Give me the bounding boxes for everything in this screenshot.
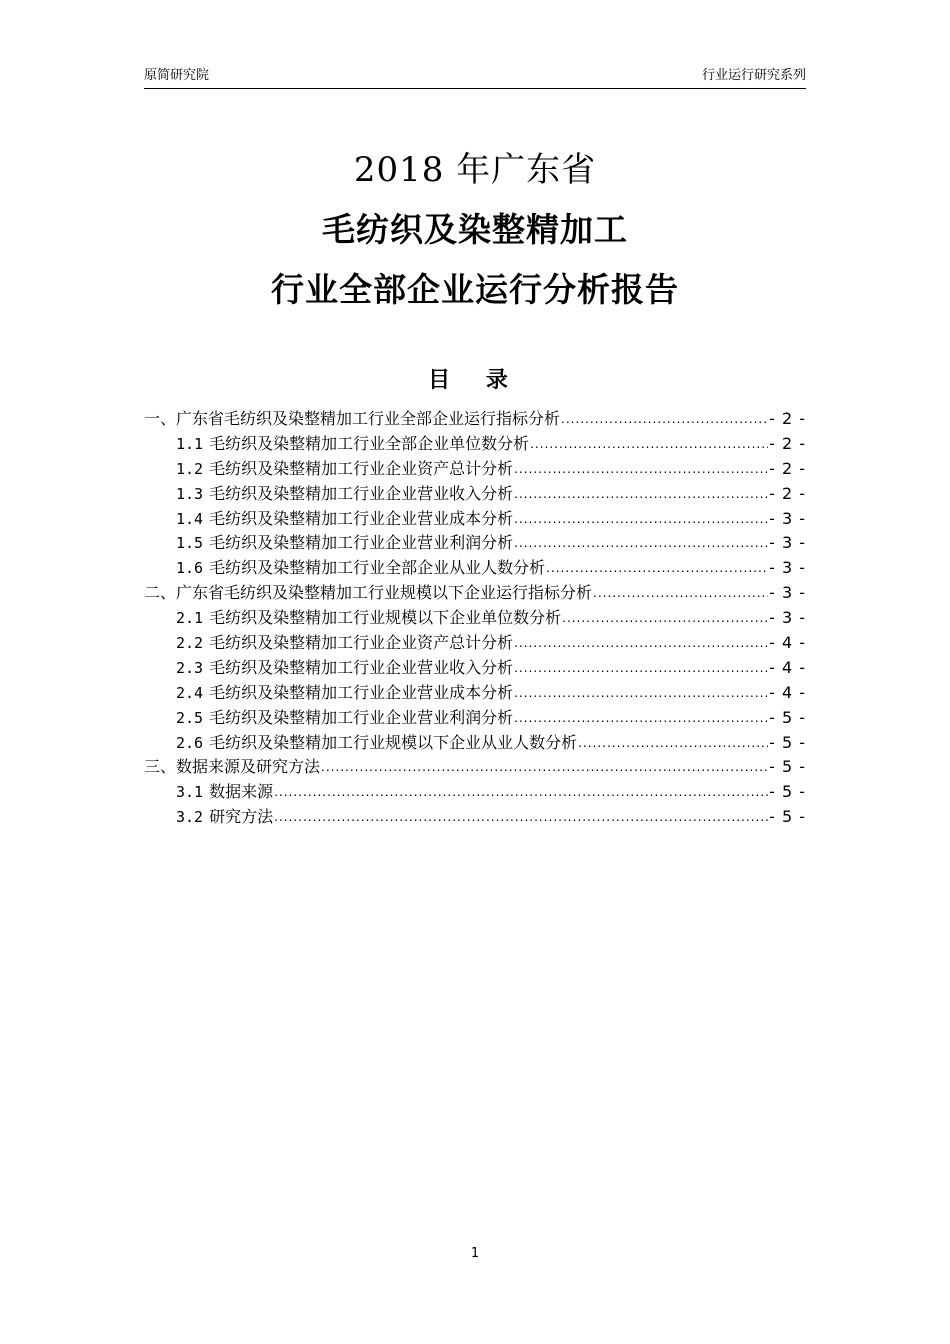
toc-entry-text: 毛纺织及染整精加工行业规模以下企业从业人数分析 — [209, 732, 578, 752]
toc-entry-page: - 4 - — [769, 633, 806, 653]
toc-entry-text: 研究方法 — [209, 807, 274, 827]
toc-entry[interactable] — [144, 755, 806, 780]
toc-entry-title — [176, 706, 513, 731]
toc-entry[interactable] — [144, 531, 806, 556]
toc-entry-page: - 5 - — [769, 707, 806, 727]
toc-entry-page: - 5 - — [769, 757, 806, 777]
toc-entry[interactable] — [144, 681, 806, 706]
toc-entry-text: 毛纺织及染整精加工行业企业营业成本分析 — [209, 682, 514, 702]
toc-entry-title — [144, 581, 592, 606]
toc-dot-leader — [593, 581, 768, 606]
toc-dot-leader — [514, 681, 768, 706]
toc-entry-title — [176, 780, 273, 805]
toc-dot-leader — [321, 755, 768, 780]
toc-dot-leader — [578, 731, 768, 756]
table-of-contents — [144, 407, 806, 830]
toc-dot-leader — [562, 606, 768, 631]
toc-entry-number: 1.2 — [176, 459, 204, 478]
toc-entry-text: 毛纺织及染整精加工行业企业营业收入分析 — [209, 657, 514, 677]
toc-entry-text: 毛纺织及染整精加工行业规模以下企业单位数分析 — [209, 608, 562, 628]
toc-dot-leader — [514, 656, 768, 681]
toc-entry-number: 1.5 — [176, 534, 204, 553]
toc-entry-text: 毛纺织及染整精加工行业企业营业利润分析 — [209, 533, 514, 553]
toc-entry-page: - 2 - — [769, 433, 806, 453]
toc-entry[interactable] — [144, 432, 806, 457]
toc-entry-title — [176, 482, 513, 507]
toc-entry-title — [176, 631, 513, 656]
toc-entry-number: 1.3 — [176, 484, 204, 503]
toc-entry-page: - 5 - — [769, 807, 806, 827]
toc-dot-leader — [561, 407, 768, 432]
header-series: 行业运行研究系列 — [701, 68, 806, 83]
toc-entry-text: 二、广东省毛纺织及染整精加工行业规模以下企业运行指标分析 — [144, 583, 593, 603]
toc-heading: 目 录 — [428, 368, 522, 393]
toc-entry[interactable] — [144, 631, 806, 656]
toc-entry[interactable] — [144, 606, 806, 631]
toc-entry-text: 毛纺织及染整精加工行业全部企业单位数分析 — [209, 433, 530, 453]
toc-entry[interactable] — [144, 731, 806, 756]
toc-entry-title — [176, 531, 513, 556]
toc-entry-title — [176, 681, 513, 706]
toc-entry-text: 一、广东省毛纺织及染整精加工行业全部企业运行指标分析 — [144, 409, 561, 428]
toc-entry[interactable] — [144, 805, 806, 830]
toc-entry[interactable] — [144, 656, 806, 681]
toc-dot-leader — [514, 706, 768, 731]
toc-entry-page: - 3 - — [769, 508, 806, 528]
toc-entry-number: 2.4 — [176, 683, 204, 702]
page-number: 1 — [470, 1246, 480, 1261]
toc-entry[interactable] — [144, 407, 806, 432]
toc-entry[interactable] — [144, 581, 806, 606]
toc-entry-page: - 3 - — [769, 533, 806, 553]
title-line-3: 行业全部企业运行分析报告 — [271, 270, 679, 309]
toc-entry-title — [176, 457, 513, 482]
toc-entry[interactable] — [144, 780, 806, 805]
toc-entry-title — [144, 755, 320, 780]
toc-entry-page: - 4 - — [769, 657, 806, 677]
toc-dot-leader — [274, 780, 768, 805]
toc-dot-leader — [514, 482, 768, 507]
toc-entry-number: 3.2 — [176, 808, 204, 827]
header-publisher: 原简研究院 — [144, 68, 210, 83]
toc-entry-number: 2.3 — [176, 658, 204, 677]
title-line-2: 毛纺织及染整精加工 — [322, 210, 628, 249]
toc-dot-leader — [514, 457, 768, 482]
toc-entry-number: 2.5 — [176, 708, 204, 727]
toc-entry-title — [176, 656, 513, 681]
toc-entry-title — [176, 507, 513, 532]
toc-entry-page: - 3 - — [769, 583, 806, 603]
toc-dot-leader — [514, 507, 768, 532]
title-line-1: 2018 年广东省 — [353, 150, 597, 190]
toc-entry-text: 毛纺织及染整精加工行业企业营业利润分析 — [209, 707, 514, 727]
toc-entry-page: - 2 - — [769, 409, 806, 428]
toc-dot-leader — [514, 631, 768, 656]
toc-dot-leader — [530, 432, 768, 457]
toc-entry-number: 3.1 — [176, 783, 204, 802]
toc-entry-title — [176, 606, 561, 631]
toc-entry-title — [176, 432, 529, 457]
toc-entry-page: - 3 - — [769, 558, 806, 578]
toc-entry-text: 三、数据来源及研究方法 — [144, 757, 321, 777]
toc-entry-title — [176, 556, 545, 581]
toc-entry-text: 数据来源 — [209, 782, 274, 802]
toc-entry-text: 毛纺织及染整精加工行业全部企业从业人数分析 — [209, 558, 546, 578]
toc-entry-page: - 5 - — [769, 782, 806, 802]
toc-entry[interactable] — [144, 457, 806, 482]
toc-entry[interactable] — [144, 507, 806, 532]
toc-entry-text: 毛纺织及染整精加工行业企业营业成本分析 — [209, 508, 514, 528]
report-title — [0, 140, 950, 320]
toc-entry-page: - 5 - — [769, 732, 806, 752]
toc-entry-page: - 4 - — [769, 682, 806, 702]
toc-entry-page: - 2 - — [769, 483, 806, 503]
toc-entry-number: 1.6 — [176, 559, 204, 578]
toc-entry-text: 毛纺织及染整精加工行业企业营业收入分析 — [209, 483, 514, 503]
toc-entry[interactable] — [144, 482, 806, 507]
toc-entry-text: 毛纺织及染整精加工行业企业资产总计分析 — [209, 633, 514, 653]
page-header — [144, 66, 806, 89]
toc-entry[interactable] — [144, 706, 806, 731]
toc-entry-title — [176, 731, 577, 756]
toc-entry-number: 2.2 — [176, 634, 204, 653]
toc-entry-number: 1.1 — [176, 434, 204, 453]
toc-dot-leader — [514, 531, 768, 556]
toc-entry-number: 2.6 — [176, 733, 204, 752]
toc-entry-title — [144, 407, 560, 432]
toc-entry-number: 2.1 — [176, 609, 204, 628]
toc-dot-leader — [274, 805, 768, 830]
toc-entry-page: - 3 - — [769, 608, 806, 628]
toc-entry-title — [176, 805, 273, 830]
toc-entry-number: 1.4 — [176, 509, 204, 528]
toc-dot-leader — [546, 556, 768, 581]
toc-entry-text: 毛纺织及染整精加工行业企业资产总计分析 — [209, 458, 514, 478]
toc-entry[interactable] — [144, 556, 806, 581]
toc-entry-page: - 2 - — [769, 458, 806, 478]
